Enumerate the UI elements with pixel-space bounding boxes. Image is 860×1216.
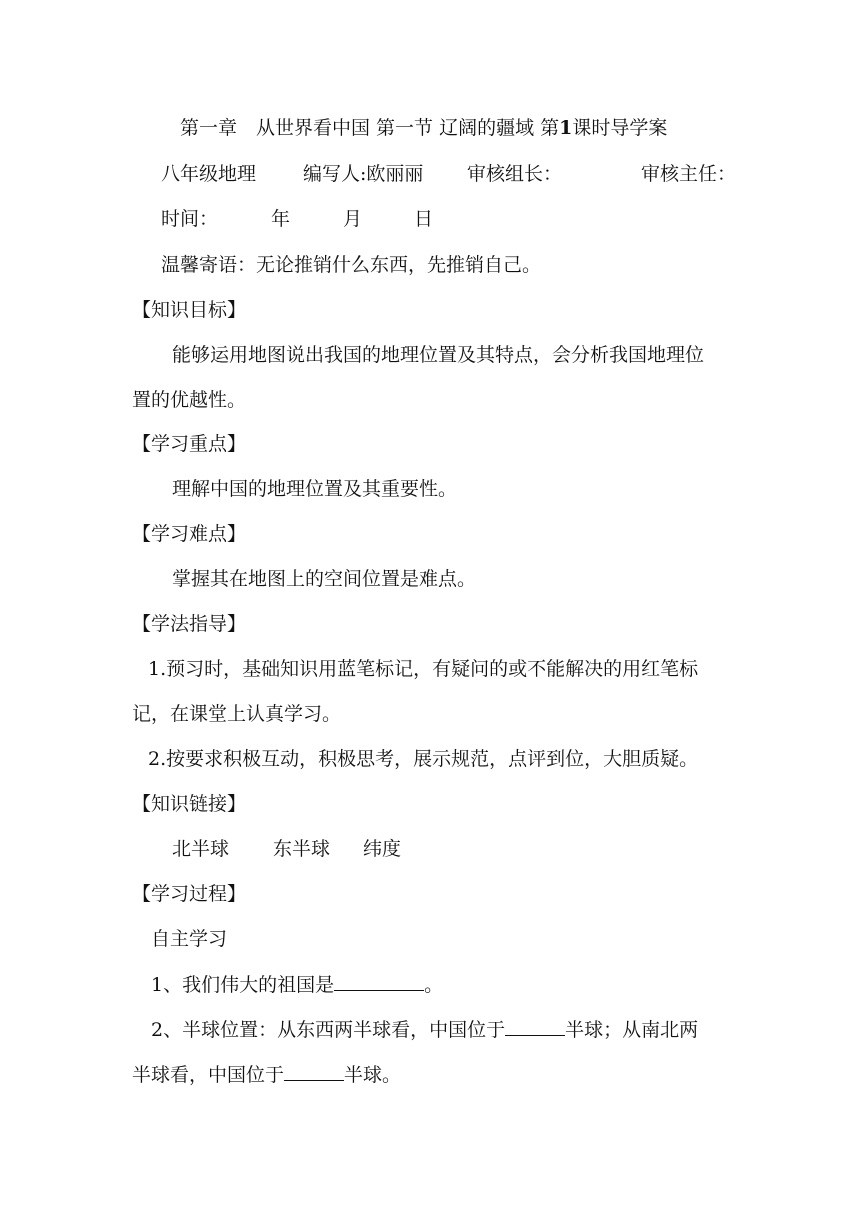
heading-method: 【学法指导】 bbox=[132, 613, 247, 635]
time-day: 日 bbox=[414, 208, 434, 230]
meta-grade: 八年级地理 bbox=[161, 163, 257, 185]
process-subheading: 自主学习 bbox=[151, 928, 228, 950]
page-title bbox=[180, 116, 667, 140]
time-month: 月 bbox=[343, 208, 363, 230]
time-label: 时间： bbox=[161, 208, 219, 230]
motto: 温馨寄语：无论推销什么东西，先推销自己。 bbox=[161, 254, 542, 276]
question-2-text-2: 半球；从南北两 bbox=[565, 1019, 699, 1041]
heading-knowledge-goal: 【知识目标】 bbox=[132, 299, 247, 321]
heading-difficulty: 【学习难点】 bbox=[132, 523, 247, 545]
knowledge-goal-line2: 置的优越性。 bbox=[132, 389, 247, 411]
answer-blank[interactable] bbox=[334, 972, 424, 991]
link-term: 东半球 bbox=[273, 838, 331, 860]
method-item1-line2: 记，在课堂上认真学习。 bbox=[132, 703, 342, 725]
knowledge-goal-line1: 能够运用地图说出我国的地理位置及其特点，会分析我国地理位 bbox=[172, 344, 705, 366]
heading-process: 【学习过程】 bbox=[132, 883, 247, 905]
question-2-text-1: 2、半球位置：从东西两半球看，中国位于 bbox=[151, 1019, 506, 1041]
heading-key-point: 【学习重点】 bbox=[132, 433, 247, 455]
question-2-text-3: 半球看，中国位于 bbox=[132, 1064, 285, 1086]
meta-director: 审核主任： bbox=[641, 163, 737, 185]
time-year: 年 bbox=[271, 208, 291, 230]
meta-reviewer: 审核组长： bbox=[467, 163, 563, 185]
link-term: 纬度 bbox=[363, 838, 402, 860]
question-1-end: 。 bbox=[424, 974, 444, 996]
key-point-text: 理解中国的地理位置及其重要性。 bbox=[172, 478, 458, 500]
answer-blank[interactable] bbox=[284, 1062, 344, 1081]
question-1-text: 1、我们伟大的祖国是 bbox=[151, 974, 335, 996]
title-text-2: 课时导学案 bbox=[572, 117, 668, 139]
question-2-text-4: 半球。 bbox=[344, 1064, 402, 1086]
title-text-1: 第一章 从世界看中国 第一节 辽阔的疆域 第 bbox=[180, 117, 560, 139]
title-lesson-number: 1 bbox=[559, 117, 573, 139]
heading-knowledge-link: 【知识链接】 bbox=[132, 793, 247, 815]
question-2-line1 bbox=[151, 1017, 698, 1042]
question-2-line2 bbox=[132, 1062, 401, 1087]
answer-blank[interactable] bbox=[505, 1017, 565, 1036]
method-item1-line1: 1.预习时，基础知识用蓝笔标记，有疑问的或不能解决的用红笔标 bbox=[148, 658, 699, 680]
meta-writer: 编写人:欧丽丽 bbox=[303, 163, 424, 185]
difficulty-text: 掌握其在地图上的空间位置是难点。 bbox=[172, 568, 477, 590]
method-item2: 2.按要求积极互动，积极思考，展示规范，点评到位，大胆质疑。 bbox=[148, 748, 699, 770]
link-term: 北半球 bbox=[172, 838, 230, 860]
question-1 bbox=[151, 972, 443, 997]
